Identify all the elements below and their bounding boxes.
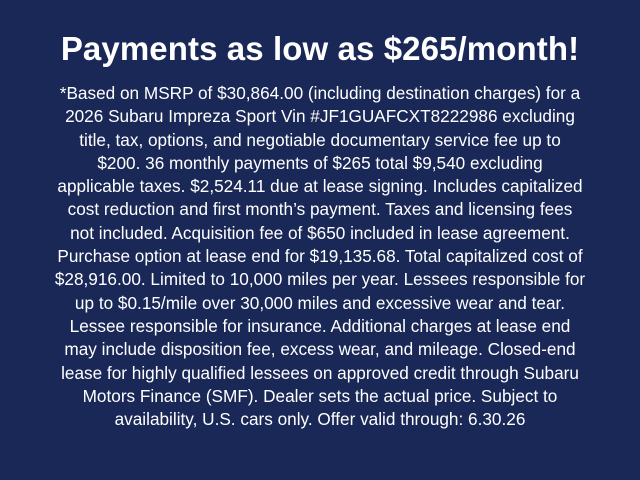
disclaimer-line: not included. Acquisition fee of $650 included in lease agreement.: [70, 222, 570, 243]
disclaimer-line: Purchase option at lease end for $19,135.68. Total capitalized cost of: [57, 246, 583, 267]
disclaimer-line: 2026 Subaru Impreza Sport Vin #JF1GUAFCXT8222986 excluding: [65, 106, 575, 127]
disclaimer-line: availability, U.S. cars only. Offer valid through: 6.30.26: [114, 409, 526, 430]
disclaimer-line: title, tax, options, and negotiable documentary service fee up to: [79, 129, 561, 150]
disclaimer-line: $200. 36 monthly payments of $265 total $9,540 excluding: [97, 152, 543, 173]
disclaimer-line: Motors Finance (SMF). Dealer sets the actual price. Subject to: [82, 385, 558, 406]
disclaimer-line: *Based on MSRP of $30,864.00 (including destination charges) for a: [59, 83, 581, 103]
disclaimer-line: up to $0.15/mile over 30,000 miles and excessive wear and tear.: [74, 292, 566, 313]
disclaimer-line: lease for highly qualified lessees on approved credit through Subaru: [61, 362, 579, 383]
offer-headline: Payments as low as $265/month!: [60, 30, 580, 67]
disclaimer-line: Lessee responsible for insurance. Additional charges at lease end: [69, 315, 571, 336]
disclaimer-line: may include disposition fee, excess wear, and mileage. Closed-end: [64, 339, 576, 360]
disclaimer-line: $28,916.00. Limited to 10,000 miles per year. Lessees responsible for: [54, 269, 586, 290]
disclaimer-line: cost reduction and first month’s payment. Taxes and licensing fees: [67, 199, 573, 220]
disclaimer-line: applicable taxes. $2,524.11 due at lease signing. Includes capitalized: [57, 176, 583, 197]
offer-disclaimer: [20, 82, 620, 431]
